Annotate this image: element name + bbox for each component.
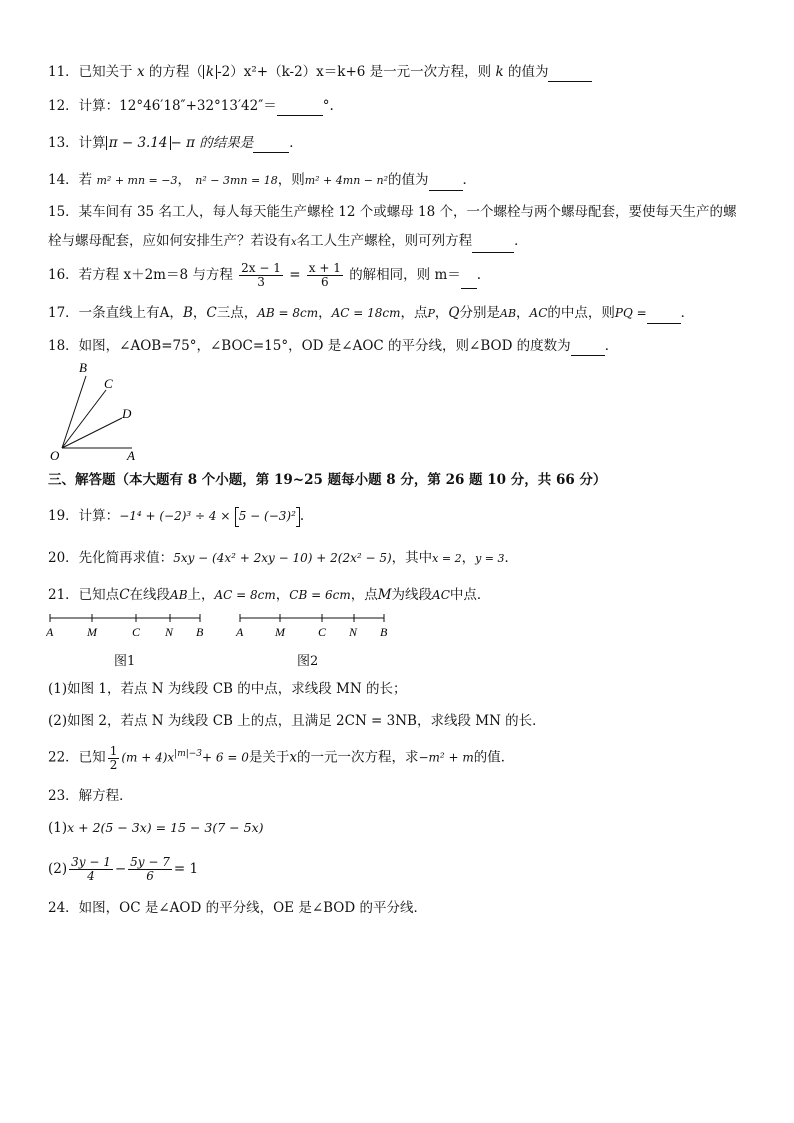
question-21-part-1: (1)如图 1，若点 N 为线段 CB 的中点，求线段 MN 的长； bbox=[48, 681, 407, 697]
q20-x-value: x = 2 bbox=[432, 552, 462, 565]
q11-text-4: 的值为 bbox=[507, 64, 549, 80]
q13-abs-expr: π − 3.14 bbox=[106, 136, 171, 150]
q21-ac: AC = 8cm bbox=[214, 588, 276, 602]
fig2-label-a: A bbox=[236, 625, 244, 639]
question-15-line-1 bbox=[48, 202, 736, 222]
q21-text-6: 中点． bbox=[449, 587, 491, 603]
q16-text-2: 的解相同，则 m＝ bbox=[349, 267, 461, 283]
q21-point-m: M bbox=[377, 587, 392, 603]
fig1-label-c: C bbox=[132, 625, 141, 639]
q22-text-2: 是关于 bbox=[248, 749, 290, 766]
q22-expr-3: −m² + m bbox=[418, 750, 474, 765]
q16-end: . bbox=[476, 267, 482, 283]
fig1-label-a: A bbox=[46, 625, 54, 639]
q17-end: ． bbox=[680, 305, 695, 321]
q23-frac-1: $\frac{3y - 1}{4}$ bbox=[71, 855, 111, 883]
q21-ac-2: AC bbox=[432, 588, 450, 602]
label-o: O bbox=[50, 448, 60, 463]
question-15-line-2 bbox=[48, 231, 528, 253]
q15-end: ． bbox=[514, 233, 528, 249]
q23-p2-label: (2) bbox=[48, 861, 68, 877]
q17-ab: AB = 8cm bbox=[257, 306, 319, 320]
fig2-label-b: B bbox=[380, 625, 388, 639]
q23-rhs: = 1 bbox=[173, 861, 199, 877]
q16-frac-2: $\frac{x + 1}{6}$ bbox=[308, 261, 341, 289]
question-17: 17．一条直线上有A，B，C三点，AB = 8cm，AC = 18cm，点P，Q分别是AB，AC的中点，则PQ = ． bbox=[48, 303, 694, 324]
q14-eq-2: n² − 3mn = 18 bbox=[195, 174, 278, 187]
q20-end: ． bbox=[504, 550, 519, 566]
q22-exponent: |m|−3 bbox=[174, 749, 203, 759]
q17-text-5: 的中点，则 bbox=[547, 305, 615, 321]
q21-text-3: 上， bbox=[187, 587, 215, 603]
question-13 bbox=[48, 133, 303, 153]
fig1-label-m: M bbox=[87, 625, 97, 639]
question-18 bbox=[48, 336, 618, 356]
q23-p1-label: (1) bbox=[48, 820, 68, 836]
q14-answer-blank[interactable] bbox=[429, 176, 463, 191]
question-24: 24．如图，OC 是∠AOD 的平分线，OE 是∠BOD 的平分线． bbox=[48, 900, 427, 916]
q22-frac: $\frac{1}{2}$ bbox=[109, 743, 118, 772]
q16-frac-1: $\frac{2x - 1}{3}$ bbox=[241, 261, 281, 289]
figure-2-caption: 图2 bbox=[297, 654, 319, 669]
q11-text-1: 11．已知关于 bbox=[48, 64, 133, 80]
q15-text-1: 15．某车间有 35 名工人，每人每天能生产螺栓 12 个或螺母 18 个，一个螺栓与两个螺母配套，要使每天生产的螺 bbox=[48, 204, 737, 220]
q17-text-2: 三点， bbox=[216, 305, 258, 321]
q13-end: ． bbox=[289, 135, 303, 151]
label-c: C bbox=[104, 376, 113, 391]
label-d: D bbox=[122, 406, 132, 421]
q14-expr: m² + 4mn − n² bbox=[304, 174, 388, 187]
question-16 bbox=[48, 262, 481, 289]
question-21-part-2: (2)如图 2，若点 N 为线段 CB 上的点，且满足 2CN = 3NB，求线段 MN 的长． bbox=[48, 713, 546, 729]
q21-text-4: ，点 bbox=[350, 587, 378, 603]
question-23-part-1 bbox=[48, 818, 264, 838]
segment-figures bbox=[46, 612, 406, 642]
angle-figure-q18 bbox=[46, 358, 156, 464]
q17-answer-blank[interactable] bbox=[647, 309, 681, 324]
question-12 bbox=[48, 96, 334, 116]
q13-answer-blank[interactable] bbox=[253, 138, 289, 153]
q17-point-c: C bbox=[206, 305, 217, 321]
q17-point-p: P bbox=[427, 307, 435, 320]
question-19 bbox=[48, 506, 304, 527]
question-21: 21．已知点C在线段AB上，AC = 8cm，CB = 6cm，点M为线段AC中点． bbox=[48, 587, 491, 603]
q17-ac: AC = 18cm bbox=[331, 306, 401, 320]
q20-text-2: ，其中 bbox=[391, 550, 433, 566]
q16-text-1: 16．若方程 x＋2m＝8 与方程 bbox=[48, 267, 233, 283]
q21-text-1: 21．已知点 bbox=[48, 587, 120, 603]
q22-var-x: x bbox=[289, 749, 297, 766]
ray-ob bbox=[62, 376, 86, 448]
q15-answer-blank[interactable] bbox=[472, 238, 514, 253]
q23-minus: − bbox=[114, 861, 127, 877]
q17-text-1: 17．一条直线上有A， bbox=[48, 305, 183, 321]
q11-text-2: 的方程（ bbox=[148, 64, 203, 80]
q19-expr-inner: 5 − (−3)² bbox=[238, 509, 296, 523]
fig2-label-m: M bbox=[275, 625, 285, 639]
q19-text: 19．计算： bbox=[48, 508, 120, 524]
q22-text-1: 22．已知 bbox=[48, 749, 106, 766]
q20-y-value: y = 3 bbox=[475, 552, 505, 565]
q13-text-1: 13．计算 bbox=[48, 135, 106, 151]
q11-var-x: x bbox=[136, 64, 145, 80]
q17-pq: PQ = bbox=[614, 306, 647, 320]
q14-end: ． bbox=[462, 172, 476, 188]
q22-expr-1: (m + 4)x bbox=[121, 750, 175, 765]
q17-ac-2: AC bbox=[529, 306, 548, 320]
q23-eq-1: x + 2(5 − 3x) = 15 − 3(7 − 5x) bbox=[67, 820, 264, 835]
question-14: 14．若 m² + mn = −3， n² − 3mn = 18，则m² + 4mn − n²的值为 ． bbox=[48, 170, 476, 191]
q22-text-3: 的一元一次方程，求 bbox=[296, 749, 419, 766]
q21-cb: CB = 6cm bbox=[289, 588, 351, 602]
question-22 bbox=[48, 744, 514, 772]
q21-text-5: 为线段 bbox=[391, 587, 433, 603]
q11-text-3: -2）x²+（k-2）x＝k+6 是一元一次方程，则 bbox=[217, 64, 492, 80]
fig2-label-c: C bbox=[318, 625, 327, 639]
q21-text-2: 在线段 bbox=[129, 587, 171, 603]
q17-text-3: ，点 bbox=[400, 305, 428, 321]
q11-abs-k: k bbox=[203, 65, 217, 79]
q22-end: 的值． bbox=[473, 749, 515, 766]
figure-1-caption: 图1 bbox=[114, 654, 136, 669]
q12-text: 12．计算：12°46′18″+32°13′42″＝ bbox=[48, 98, 277, 114]
fig1-label-b: B bbox=[196, 625, 204, 639]
q16-answer-blank[interactable] bbox=[461, 274, 477, 289]
q21-point-c: C bbox=[119, 587, 130, 603]
q13-text-2: − π 的结果是 bbox=[170, 135, 254, 151]
q12-answer-blank[interactable] bbox=[277, 101, 323, 116]
q20-text-1: 20．先化简再求值： bbox=[48, 550, 174, 566]
q11-answer-blank[interactable] bbox=[548, 67, 592, 82]
q12-end: °. bbox=[322, 98, 334, 114]
q19-expr-1: −1⁴ + (−2)³ ÷ 4 × bbox=[119, 509, 231, 523]
q17-point-b: B bbox=[182, 305, 193, 321]
label-b: B bbox=[79, 360, 87, 375]
q21-ab: AB bbox=[170, 588, 188, 602]
q15-text-3: 名工人生产螺栓，则可列方程 bbox=[296, 233, 473, 249]
q17-ab-2: AB bbox=[500, 307, 517, 320]
q15-var-x: x bbox=[291, 237, 297, 248]
q11-var-k: k bbox=[495, 64, 504, 80]
q14-text-3: 的值为 bbox=[388, 172, 429, 188]
q18-text: 18．如图，∠AOB=75°，∠BOC=15°，OD 是∠AOC 的平分线，则∠BOD 的度数为 bbox=[48, 338, 571, 354]
question-20: 20．先化简再求值：5xy − (4x² + 2xy − 10) + 2(2x² − 5)，其中x = 2，y = 3． bbox=[48, 550, 519, 566]
q22-expr-2: + 6 = 0 bbox=[202, 750, 249, 765]
q17-text-4: 分别是 bbox=[459, 305, 500, 321]
q14-text-2: ，则 bbox=[277, 172, 305, 188]
q14-eq-1: m² + mn = −3 bbox=[96, 174, 178, 187]
fig1-label-n: N bbox=[165, 625, 174, 639]
q18-answer-blank[interactable] bbox=[571, 341, 605, 356]
question-23-part-2 bbox=[48, 856, 198, 883]
q20-expr: 5xy − (4x² + 2xy − 10) + 2(2x² − 5) bbox=[173, 551, 392, 565]
q18-end: ． bbox=[604, 338, 619, 354]
section-3-heading: 三、解答题（本大题有 8 个小题，第 19~25 题每小题 8 分，第 26 题 10 分，共 66 分） bbox=[48, 472, 607, 488]
ray-oc bbox=[62, 390, 106, 448]
q16-equals: = bbox=[289, 267, 301, 283]
q14-text-1: 14．若 bbox=[48, 172, 93, 188]
q19-end: . bbox=[299, 508, 305, 524]
q15-text-2: 栓与螺母配套，应如何安排生产？若设有 bbox=[48, 233, 291, 249]
label-a: A bbox=[127, 448, 135, 463]
question-23-title: 23．解方程． bbox=[48, 788, 133, 804]
q23-frac-2: $\frac{5y - 7}{6}$ bbox=[130, 855, 170, 883]
q17-point-q: Q bbox=[448, 305, 460, 321]
fig2-label-n: N bbox=[349, 625, 358, 639]
question-11 bbox=[48, 62, 592, 82]
